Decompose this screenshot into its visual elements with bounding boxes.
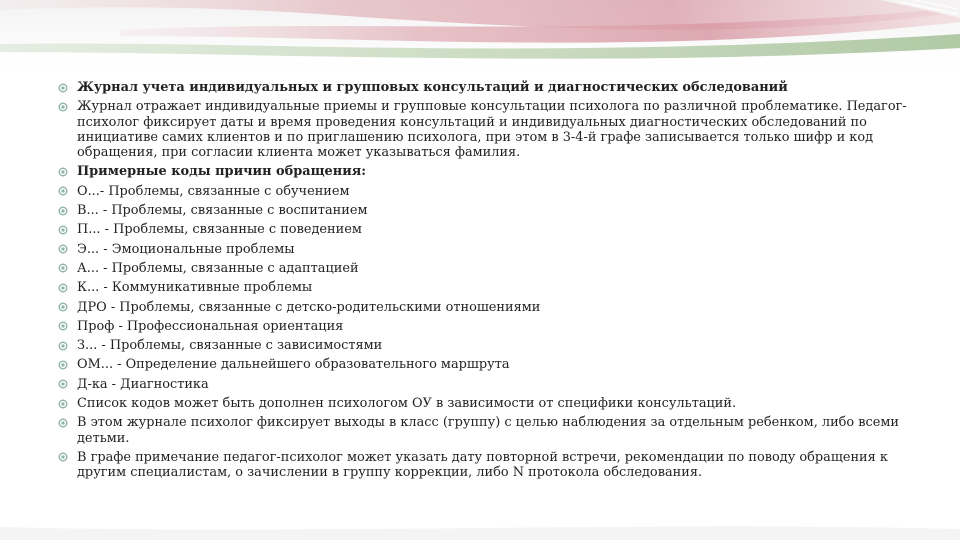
bullet-circle-icon [58, 379, 68, 389]
bullet-circle-icon [58, 418, 68, 428]
bullet-circle-icon [58, 244, 68, 254]
list-item-text: В... - Проблемы, связанные с воспитанием [77, 203, 368, 219]
list-item [56, 99, 916, 160]
list-item [56, 300, 916, 315]
bullet-circle-icon [58, 83, 68, 93]
list-item [56, 261, 916, 276]
list-item-text: Примерные коды причин обращения: [77, 164, 367, 180]
list-item [56, 242, 916, 257]
list-item [56, 203, 916, 218]
bullet-circle-icon [58, 186, 68, 196]
list-item [56, 319, 916, 334]
footer-decoration [0, 519, 960, 540]
bullet-circle-icon [58, 263, 68, 273]
bullet-circle-icon [58, 102, 68, 112]
slide-body [56, 80, 916, 485]
bullet-circle-icon [58, 452, 68, 462]
list-item [56, 280, 916, 295]
bullet-circle-icon [58, 283, 68, 293]
list-item-text: О...- Проблемы, связанные с обучением [77, 183, 350, 199]
bullet-circle-icon [58, 302, 68, 312]
bullet-circle-icon [58, 399, 68, 409]
list-item [56, 377, 916, 392]
list-item-text: Э... - Эмоциональные проблемы [77, 241, 295, 257]
list-item-text: ОМ... - Определение дальнейшего образовательного маршрута [77, 357, 510, 373]
bullet-circle-icon [58, 360, 68, 370]
list-item-text: К... - Коммуникативные проблемы [77, 280, 313, 296]
list-item-text: Список кодов может быть дополнен психологом ОУ в зависимости от специфики консультаций. [77, 396, 737, 412]
list-item-text: Д-ка - Диагностика [77, 376, 209, 392]
list-item-text: П... - Проблемы, связанные с поведением [77, 222, 362, 238]
list-item [56, 415, 916, 446]
list-item-text: В графе примечание педагог-психолог может указать дату повторной встречи, рекомендации по поводу обращения к другим специалистам, о зачислении в группу коррекции, либо N протокола обследования. [77, 449, 888, 481]
list-item [56, 338, 916, 353]
list-item [56, 222, 916, 237]
list-item-text: ДРО - Проблемы, связанные с детско-родительскими отношениями [77, 299, 541, 315]
list-item [56, 184, 916, 199]
list-item [56, 450, 916, 481]
bullet-circle-icon [58, 225, 68, 235]
list-item-text: Проф - Профессиональная ориентация [77, 318, 344, 334]
list-item-text: А... - Проблемы, связанные с адаптацией [77, 260, 359, 276]
list-item [56, 164, 916, 179]
list-item-text: В этом журнале психолог фиксирует выходы в класс (группу) с целью наблюдения за отдельным ребенком, либо всеми детьми. [77, 415, 900, 446]
bullet-circle-icon [58, 321, 68, 331]
list-item-text: Журнал учета индивидуальных и групповых консультаций и диагностических обследований [77, 80, 788, 95]
bullet-list [56, 80, 916, 481]
list-item [56, 80, 916, 95]
header-decoration [0, 0, 960, 70]
bullet-circle-icon [58, 341, 68, 351]
bullet-circle-icon [58, 167, 68, 177]
list-item [56, 396, 916, 411]
bullet-circle-icon [58, 206, 68, 216]
list-item-text: З... - Проблемы, связанные с зависимостями [77, 338, 383, 354]
list-item-text: Журнал отражает индивидуальные приемы и групповые консультации психолога по различной проблематике. Педагог-психолог фиксирует даты и время проведения консультаций и индивидуальных диагностических обследований по инициативе самих клиентов и по приглашению психолога, при этом в 3-4-й графе записывается только шифр и код обращения, при согласии клиента может указываться фамилия. [77, 99, 907, 161]
list-item [56, 357, 916, 372]
